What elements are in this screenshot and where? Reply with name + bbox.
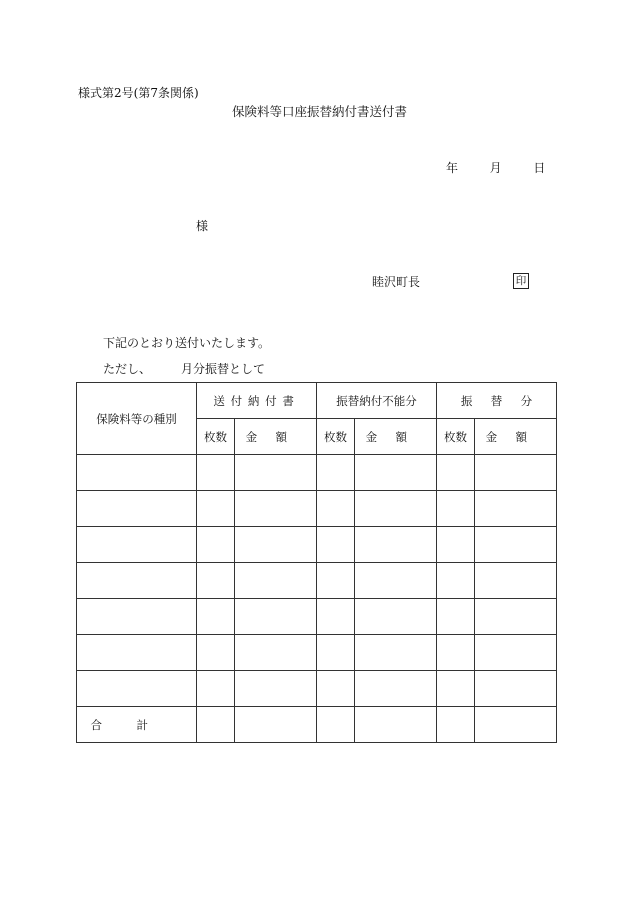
sender-name: 睦沢町長 [372,275,421,289]
note-line [103,362,265,376]
table-cell [475,671,557,707]
table-cell [437,563,475,599]
table-cell [77,671,197,707]
table-cell [235,491,317,527]
table-cell [355,563,437,599]
date-year: 年 [446,161,459,175]
document-title: 保険料等口座振替納付書送付書 [232,104,408,119]
table-cell [355,455,437,491]
table-cell [197,455,235,491]
date-day: 日 [533,161,546,175]
table-cell [437,491,475,527]
table-cell [235,455,317,491]
table-cell [235,671,317,707]
table-row [77,599,557,635]
total-cell [197,707,235,743]
total-cell [437,707,475,743]
fee-table [76,382,557,743]
table-cell [437,635,475,671]
total-cell [355,707,437,743]
table-cell [235,563,317,599]
note-suffix: 月分振替として [181,362,266,376]
table-row [77,455,557,491]
total-cell [475,707,557,743]
table-cell [77,635,197,671]
table-row [77,491,557,527]
table-cell [355,491,437,527]
table-cell [77,491,197,527]
sub-count-header: 枚数 [197,419,235,455]
table-cell [77,455,197,491]
table-cell [197,491,235,527]
group-header-failed: 振替納付不能分 [317,383,437,419]
note-prefix: ただし、 [103,362,152,376]
group-header-transfer: 振替分 [437,383,557,419]
table-cell [475,563,557,599]
table-cell [317,671,355,707]
table-cell [475,635,557,671]
table-cell [475,455,557,491]
table-row [77,635,557,671]
table-cell [235,527,317,563]
table-cell [317,455,355,491]
table-cell [355,527,437,563]
table-cell [475,491,557,527]
sub-amount-header: 金額 [475,419,557,455]
table-cell [437,599,475,635]
date-month: 月 [489,161,502,175]
type-header: 保険料等の種別 [77,383,197,455]
sub-count-header: 枚数 [437,419,475,455]
table-cell [197,527,235,563]
table-cell [317,635,355,671]
table-row [77,527,557,563]
total-cell [317,707,355,743]
intro-text: 下記のとおり送付いたします。 [103,336,271,350]
table-row [77,671,557,707]
table-cell [317,527,355,563]
sub-amount-header: 金額 [235,419,317,455]
date-line [446,161,545,175]
total-cell [235,707,317,743]
table-cell [437,455,475,491]
table-cell [437,671,475,707]
form-number: 様式第2号(第7条関係) [78,86,199,100]
sub-amount-header: 金額 [355,419,437,455]
table-cell [475,599,557,635]
group-header-sent: 送付納付書 [197,383,317,419]
table-cell [197,563,235,599]
table-cell [317,599,355,635]
table-cell [317,563,355,599]
table-cell [77,599,197,635]
total-label: 合計 [77,707,197,743]
table-cell [355,671,437,707]
table-cell [355,599,437,635]
table-cell [197,671,235,707]
table-cell [77,527,197,563]
table-cell [77,563,197,599]
addressee-suffix: 様 [196,219,209,233]
table-row [77,563,557,599]
table-cell [317,491,355,527]
table-cell [197,599,235,635]
table-cell [355,635,437,671]
table-cell [475,527,557,563]
table-cell [197,635,235,671]
table-cell [437,527,475,563]
sub-count-header: 枚数 [317,419,355,455]
table-cell [235,635,317,671]
seal-mark: 印 [513,273,529,289]
table-cell [235,599,317,635]
